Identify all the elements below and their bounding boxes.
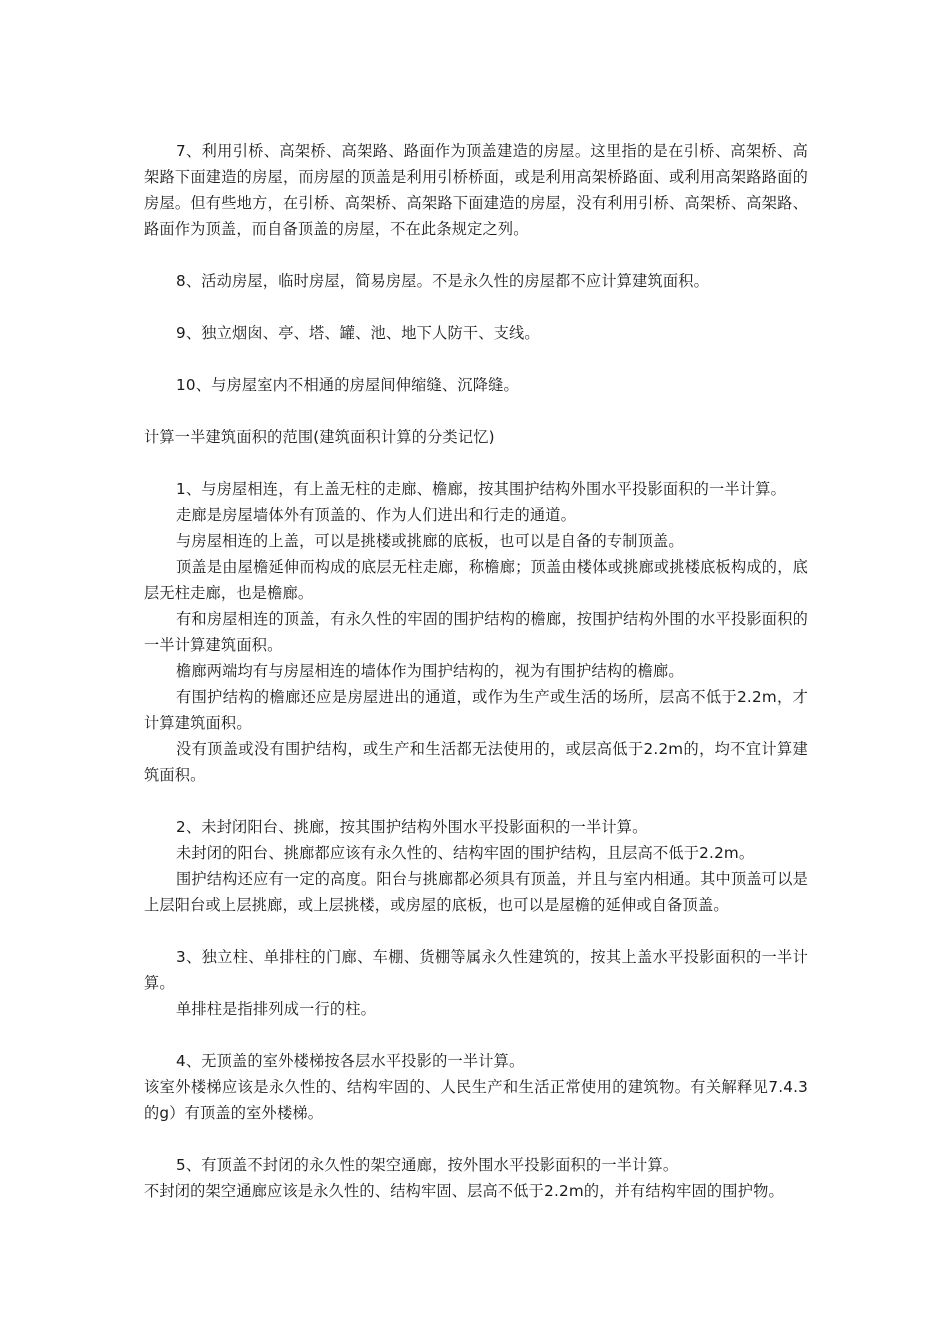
section-heading: 计算一半建筑面积的范围(建筑面积计算的分类记忆) [144,428,495,446]
paragraph-detail: 未封闭的阳台、挑廊都应该有永久性的、结构牢固的围护结构，且层高不低于2.2m。 [176,844,755,862]
paragraph-detail: 围护结构还应有一定的高度。阳台与挑廊都必须具有顶盖，并且与室内相通。其中顶盖可以是上层阳台或上层挑廊，或上层挑楼，或房屋的底板，也可以是屋檐的延伸或自备顶盖。 [144,870,808,914]
paragraph-detail: 走廊是房屋墙体外有顶盖的、作为人们进出和行走的通道。 [176,506,577,524]
paragraph-detail: 不封闭的架空通廊应该是永久性的、结构牢固、层高不低于2.2m的，并有结构牢固的围护物。 [144,1182,784,1200]
document-body [144,138,808,1204]
paragraph-detail: 单排柱是指排列成一行的柱。 [176,1000,377,1018]
paragraph-detail: 有围护结构的檐廊还应是房屋进出的通道，或作为生产或生活的场所，层高不低于2.2m，才计算建筑面积。 [144,688,808,732]
paragraph-detail: 该室外楼梯应该是永久性的、结构牢固的、人民生产和生活正常使用的建筑物。有关解释见7.4.3的g）有顶盖的室外楼梯。 [144,1078,808,1122]
paragraph-half-4: 4、无顶盖的室外楼梯按各层水平投影的一半计算。 [176,1052,525,1070]
paragraph-detail: 有和房屋相连的顶盖，有永久性的牢固的围护结构的檐廊，按围护结构外围的水平投影面积的一半计算建筑面积。 [144,610,808,654]
paragraph-detail: 檐廊两端均有与房屋相连的墙体作为围护结构的，视为有围护结构的檐廊。 [176,662,684,680]
paragraph-detail: 顶盖是由屋檐延伸而构成的底层无柱走廊，称檐廊；顶盖由楼体或挑廊或挑楼底板构成的，底层无柱走廊，也是檐廊。 [144,558,808,602]
paragraph-detail: 没有顶盖或没有围护结构，或生产和生活都无法使用的，或层高低于2.2m的，均不宜计算建筑面积。 [144,740,808,784]
paragraph-item-10: 10、与房屋室内不相通的房屋间伸缩缝、沉降缝。 [176,376,519,394]
paragraph-detail: 与房屋相连的上盖，可以是挑楼或挑廊的底板，也可以是自备的专制顶盖。 [176,532,684,550]
paragraph-item-7: 7、利用引桥、高架桥、高架路、路面作为顶盖建造的房屋。这里指的是在引桥、高架桥、高架路下面建造的房屋，而房屋的顶盖是利用引桥桥面，或是利用高架桥路面、或利用高架路路面的房屋。但有些地方，在引桥、高架桥、高架路下面建造的房屋，没有利用引桥、高架桥、高架路、路面作为顶盖，而自备顶盖的房屋，不在此条规定之列。 [144,142,808,238]
paragraph-half-5: 5、有顶盖不封闭的永久性的架空通廊，按外围水平投影面积的一半计算。 [176,1156,679,1174]
paragraph-half-2: 2、未封闭阳台、挑廊，按其围护结构外围水平投影面积的一半计算。 [176,818,648,836]
paragraph-item-9: 9、独立烟囱、亭、塔、罐、池、地下人防干、支线。 [176,324,540,342]
paragraph-half-1: 1、与房屋相连，有上盖无柱的走廊、檐廊，按其围护结构外围水平投影面积的一半计算。 [176,480,786,498]
paragraph-item-8: 8、活动房屋，临时房屋，简易房屋。不是永久性的房屋都不应计算建筑面积。 [176,272,710,290]
paragraph-half-3: 3、独立柱、单排柱的门廊、车棚、货棚等属永久性建筑的，按其上盖水平投影面积的一半计算。 [144,948,808,992]
